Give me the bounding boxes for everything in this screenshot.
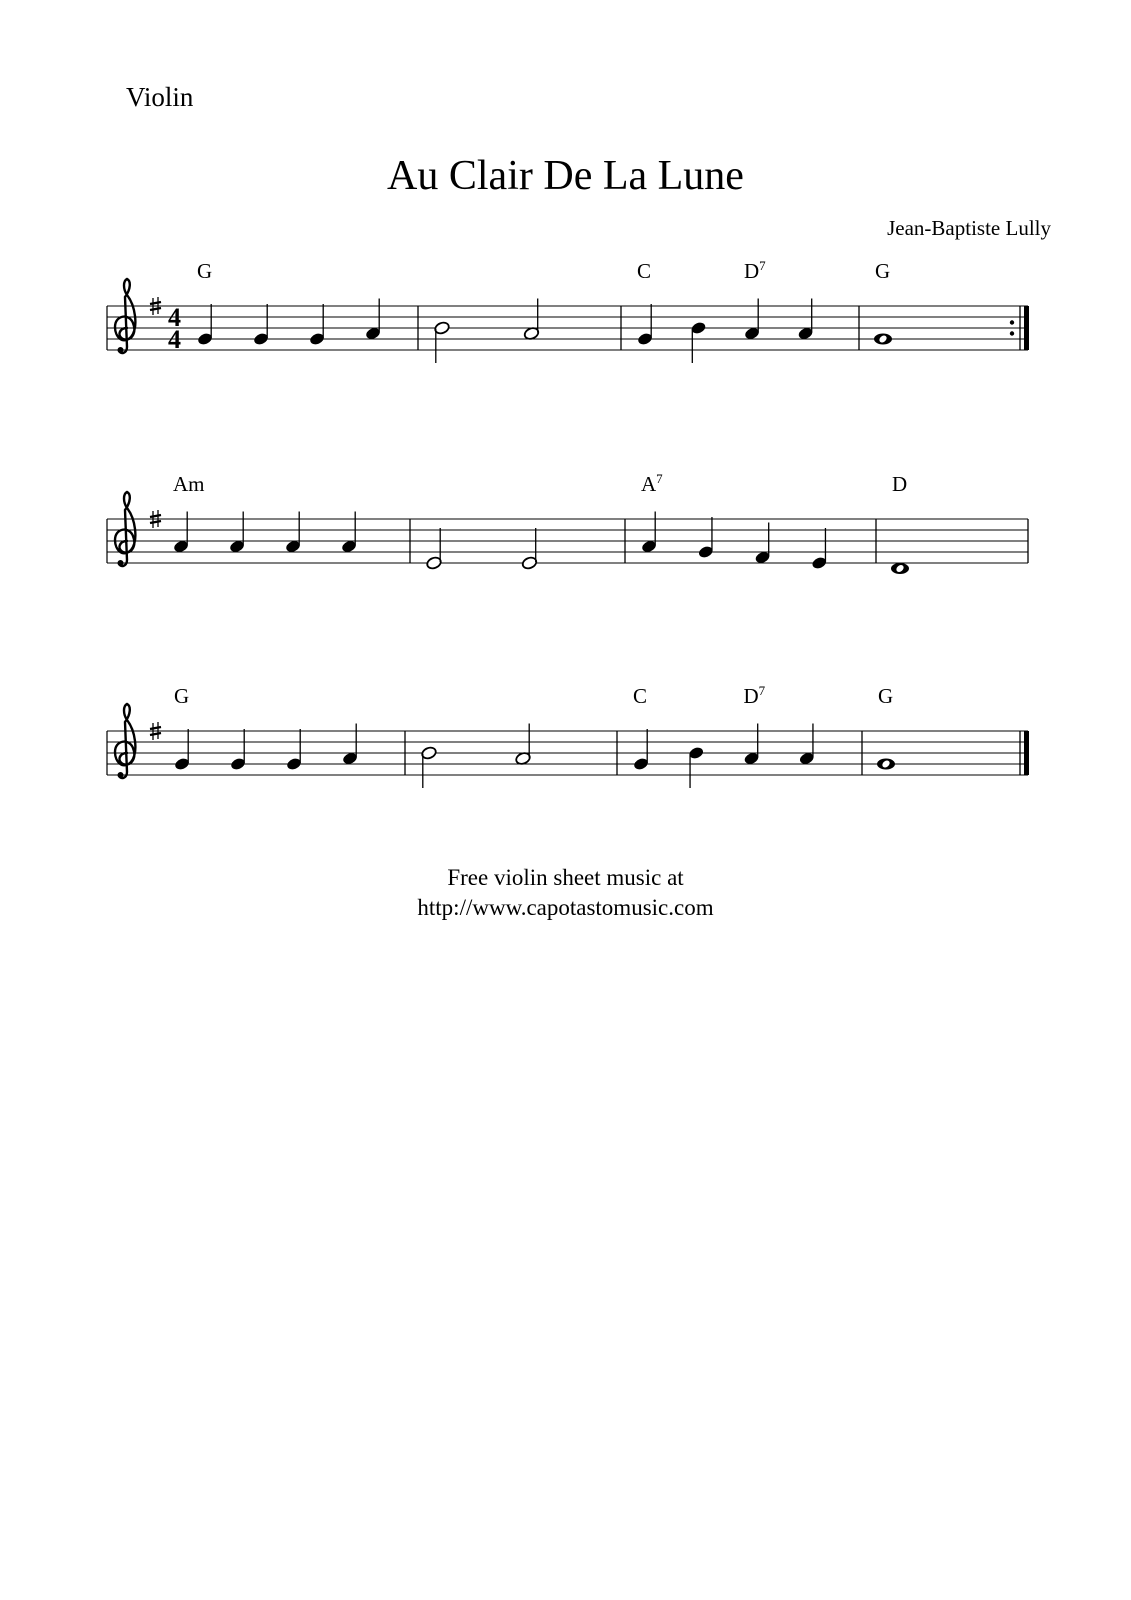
note-half xyxy=(426,528,443,570)
note-whole xyxy=(891,563,909,574)
chord-symbol: G xyxy=(875,259,891,283)
chord-symbol: D xyxy=(892,472,908,496)
note-quarter xyxy=(743,724,760,766)
note-half xyxy=(515,724,532,766)
note-quarter xyxy=(197,304,214,346)
note-quarter xyxy=(637,304,654,346)
note-half xyxy=(523,299,540,341)
note-quarter xyxy=(641,512,658,554)
note-quarter xyxy=(253,304,270,346)
chord-symbol: G xyxy=(197,259,213,283)
note-quarter xyxy=(365,299,382,341)
instrument-label: Violin xyxy=(126,82,194,112)
chord-symbol: G xyxy=(174,684,190,708)
note-quarter xyxy=(229,512,246,554)
note-quarter xyxy=(754,523,771,565)
note-quarter xyxy=(688,746,705,788)
note-quarter xyxy=(230,729,247,771)
note-quarter xyxy=(285,512,302,554)
note-whole xyxy=(874,334,892,345)
chord-symbol: G xyxy=(878,684,894,708)
treble-clef-icon xyxy=(115,492,135,566)
composer-name: Jean-Baptiste Lully xyxy=(887,216,1051,240)
note-quarter xyxy=(173,512,190,554)
time-signature-numerator: 4 xyxy=(168,303,181,332)
note-half xyxy=(521,528,538,570)
treble-clef-icon xyxy=(115,704,135,778)
note-quarter xyxy=(811,528,828,570)
chord-symbol: $D^7$ xyxy=(744,258,766,283)
note-half xyxy=(421,746,438,788)
note-quarter xyxy=(798,724,815,766)
note-quarter xyxy=(633,729,650,771)
footer-line-1: Free violin sheet music at xyxy=(447,865,684,890)
note-quarter xyxy=(174,729,191,771)
chord-symbol: $D^7$ xyxy=(743,683,766,708)
note-quarter xyxy=(342,724,359,766)
note-quarter xyxy=(797,299,814,341)
repeat-dot xyxy=(1010,320,1014,324)
note-quarter xyxy=(309,304,326,346)
footer xyxy=(0,863,1131,923)
note-whole xyxy=(877,759,895,770)
treble-clef-icon xyxy=(115,279,135,353)
chord-symbol: C xyxy=(633,684,648,708)
chord-symbol: C xyxy=(637,259,652,283)
note-quarter xyxy=(690,321,707,363)
repeat-dot xyxy=(1010,331,1014,335)
final-barline xyxy=(1024,306,1029,350)
note-quarter xyxy=(286,729,303,771)
chord-symbol: $A^7$ xyxy=(641,471,663,496)
note-half xyxy=(434,321,451,363)
time-signature-denominator: 4 xyxy=(168,325,181,354)
final-barline xyxy=(1024,731,1029,775)
footer-url: http://www.capotastomusic.com xyxy=(417,895,714,920)
page-title: Au Clair De La Lune xyxy=(387,153,744,199)
note-quarter xyxy=(744,299,761,341)
chord-symbol: Am xyxy=(173,472,205,496)
note-quarter xyxy=(341,512,358,554)
note-quarter xyxy=(697,517,714,559)
